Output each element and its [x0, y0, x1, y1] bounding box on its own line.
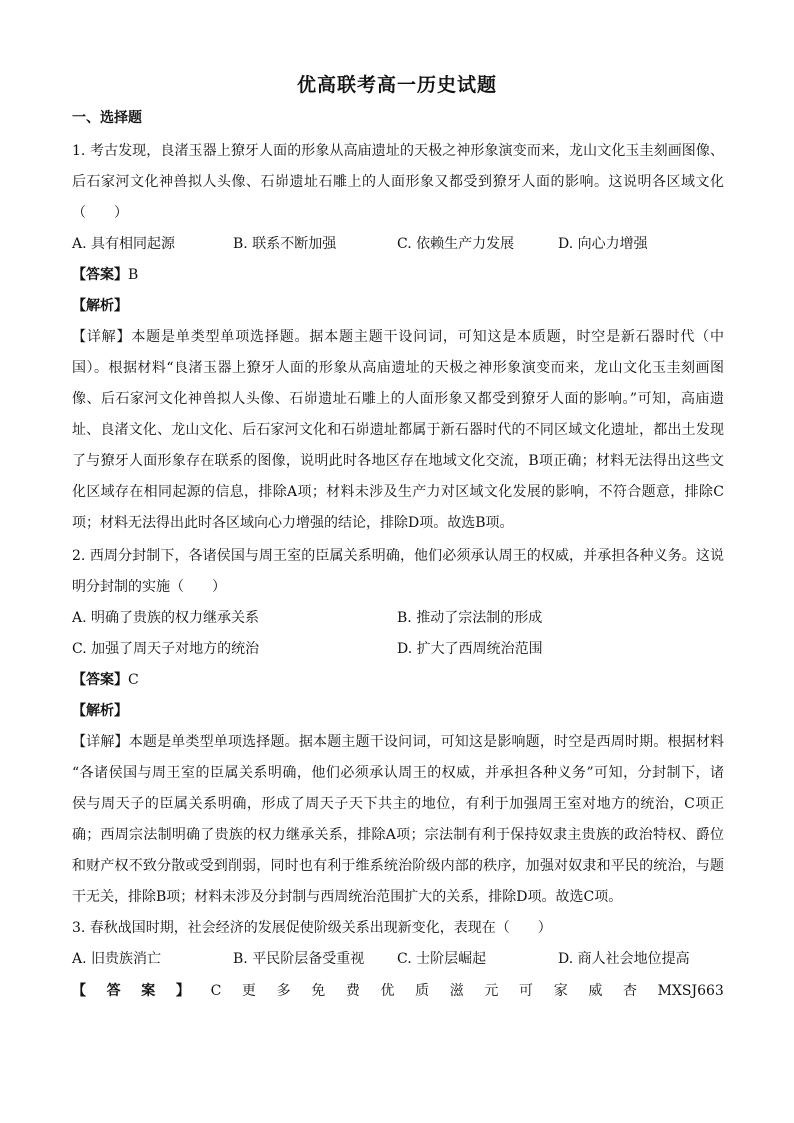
q1-option-a: A. 具有相同起源 — [72, 236, 176, 252]
footer-char: 滋 — [449, 983, 464, 999]
footer-char: 元 — [484, 983, 499, 999]
q2-detail-line-4: 确；西周宗法制明确了贵族的权力继承关系，排除A项；宗法制有利于保持奴隶主贵族的政治特权、爵位 — [72, 827, 724, 843]
q3-option-d: D. 商人社会地位提高 — [558, 951, 690, 967]
q2-analysis-label: 【解析】 — [72, 703, 128, 719]
q3-option-b: B. 平民阶层备受重视 — [233, 951, 365, 967]
q2-option-b: B. 推动了宗法制的形成 — [397, 610, 543, 626]
q1-detail-line-3: 像、后石家河文化神兽拟人头像、石峁遗址石雕上的人面形象又都受到獠牙人面的影响。”可知，高庙遗 — [72, 391, 724, 407]
q2-answer-label: 【答案】 — [72, 672, 128, 688]
q1-detail-line-6: 化区域存在相同起源的信息，排除A项；材料未涉及生产力对区域文化发展的影响，不符合题意，排除C — [72, 484, 724, 500]
q2-answer — [72, 670, 724, 690]
footer-char: 更 — [241, 983, 256, 999]
q2-detail-line-6: 干无关，排除B项；材料未涉及分封制与西周统治范围扩大的关系，排除D项。故选C项。 — [72, 889, 623, 905]
q2-detail-line-5: 和财产权不致分散或受到削弱，同时也有利于维系统治阶级内部的秩序，加强对奴隶和平民的统治，与题 — [72, 858, 724, 874]
page-title: 优高联考高一历史试题 — [296, 74, 497, 96]
q1-option-b: B. 联系不断加强 — [233, 236, 337, 252]
footer-char: 杏 — [622, 983, 637, 999]
footer-char: 费 — [345, 983, 360, 999]
footer-char: 可 — [519, 983, 534, 999]
footer-char: C — [210, 983, 222, 999]
q2-option-a: A. 明确了贵族的权力继承关系 — [72, 610, 260, 626]
q3-answer-watermark-row — [72, 981, 724, 1001]
q1-analysis-label: 【解析】 — [72, 298, 128, 314]
q1-answer — [72, 265, 724, 285]
q1-option-d: D. 向心力增强 — [558, 236, 648, 252]
q1-answer-value: B — [128, 267, 139, 283]
q2-detail-line-1: 【详解】本题是单类型单项选择题。据本题主题干设问词，可知这是影响题，时空是西周时期。根据材料 — [72, 734, 724, 750]
q2-stem-line-1: 2. 西周分封制下，各诸侯国与周王室的臣属关系明确，他们必须承认周王的权威，并承担各种义务。这说 — [72, 548, 724, 564]
section-heading: 一、选择题 — [72, 110, 142, 126]
q3-option-a: A. 旧贵族消亡 — [72, 951, 162, 967]
q1-stem-line-1: 1. 考古发现，良渚玉器上獠牙人面的形象从高庙遗址的天极之神形象演变而来，龙山文化玉圭刻画图像、 — [72, 143, 724, 159]
footer-char: 【 — [72, 983, 86, 999]
q2-option-c: C. 加强了周天子对地方的统治 — [72, 641, 260, 657]
footer-char: 案 — [141, 983, 156, 999]
footer-char: 免 — [311, 983, 326, 999]
q1-detail-line-4: 址、良渚文化、龙山文化、后石家河文化和石峁遗址都属于新石器时代的不同区域文化遗址，都出土发现 — [72, 422, 724, 438]
q3-stem-line-1: 3. 春秋战国时期，社会经济的发展促使阶级关系出现新变化，表现在（ ） — [72, 920, 552, 936]
footer-char: 答 — [106, 983, 121, 999]
q1-detail-line-2: 国）。根据材料“良渚玉器上獠牙人面的形象从高庙遗址的天极之神形象演变而来，龙山文化玉圭刻画图 — [72, 360, 724, 376]
q1-option-c: C. 依赖生产力发展 — [397, 236, 515, 252]
footer-code: MXSJ663 — [657, 983, 724, 999]
q1-answer-label: 【答案】 — [72, 267, 128, 283]
q1-stem-line-2: 后石家河文化神兽拟人头像、石峁遗址石雕上的人面形象又都受到獠牙人面的影响。这说明各区域文化 — [72, 174, 724, 190]
footer-char: 家 — [553, 983, 568, 999]
q1-stem-line-3: （ ） — [72, 205, 128, 221]
footer-char: 质 — [415, 983, 430, 999]
q3-option-c: C. 士阶层崛起 — [397, 951, 487, 967]
q2-detail-line-3: 侯与周天子的臣属关系明确，形成了周天子天下共主的地位，有利于加强周王室对地方的统治，C项正 — [72, 796, 724, 812]
footer-char: 优 — [380, 983, 395, 999]
q1-detail-line-5: 了与獠牙人面形象存在联系的图像，说明此时各地区存在地域文化交流，B项正确；材料无法得出这些文 — [72, 453, 724, 469]
q1-detail-line-1: 【详解】本题是单类型单项选择题。据本题主题干设问词，可知这是本质题，时空是新石器时代（中 — [72, 329, 724, 345]
q2-stem-line-2: 明分封制的实施（ ） — [72, 579, 226, 595]
q2-answer-value: C — [128, 672, 139, 688]
q2-detail-line-2: “各诸侯国与周王室的臣属关系明确，他们必须承认周王的权威，并承担各种义务”可知，分封制下，诸 — [72, 765, 724, 781]
footer-char: 】 — [175, 983, 190, 999]
q2-option-d: D. 扩大了西周统治范围 — [397, 641, 543, 657]
q1-detail-line-7: 项；材料无法得出此时各区域向心力增强的结论，排除D项。故选B项。 — [72, 515, 514, 531]
footer-char: 威 — [588, 983, 603, 999]
footer-char: 多 — [276, 983, 291, 999]
